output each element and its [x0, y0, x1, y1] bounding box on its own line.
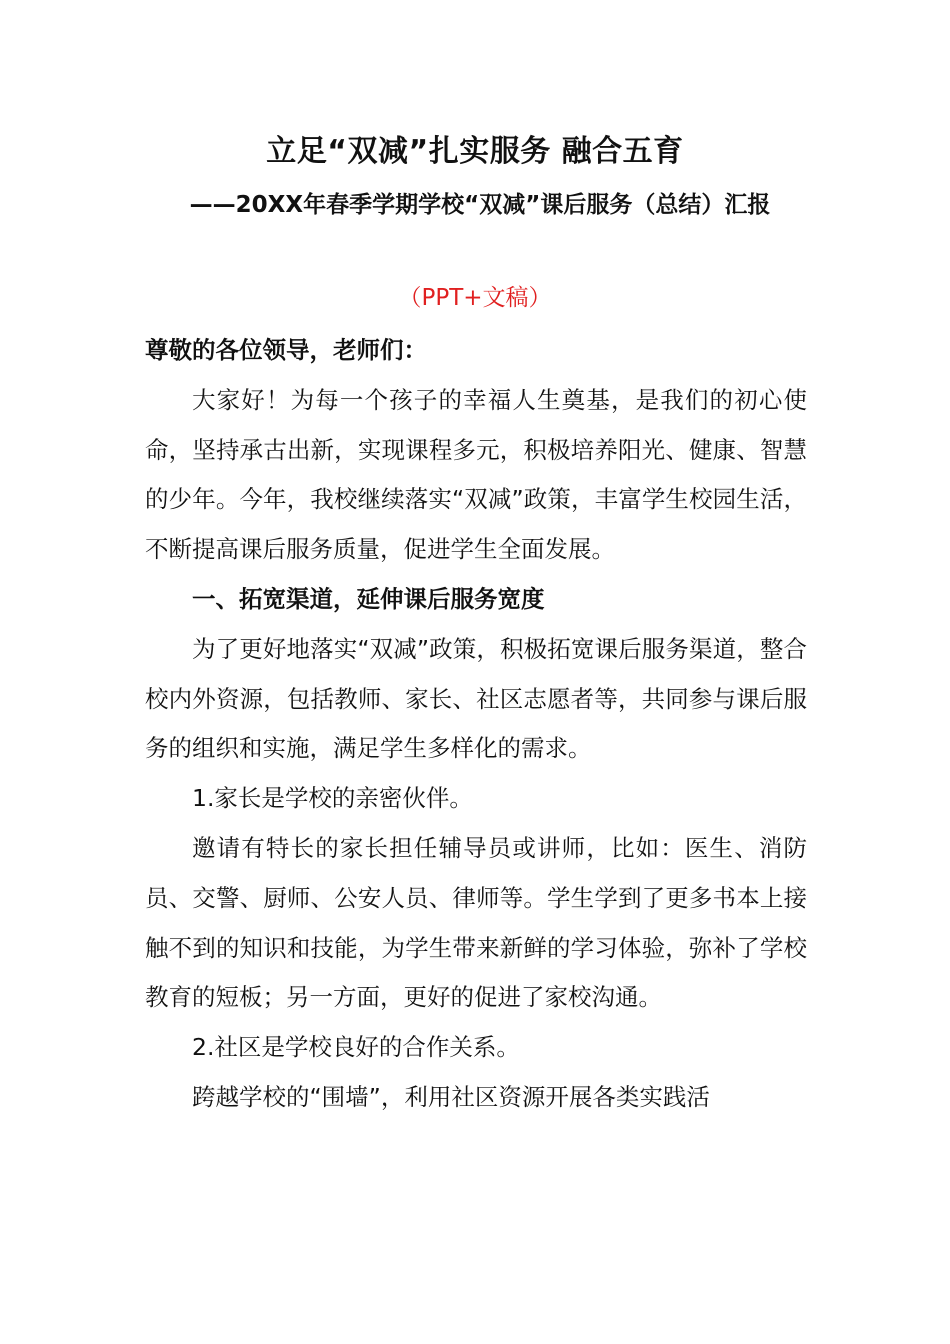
- paragraph-intro: 大家好！为每一个孩子的幸福人生奠基，是我们的初心使命，坚持承古出新，实现课程多元，积极培养阳光、健康、智慧的少年。今年，我校继续落实“双减”政策，丰富学生校园生活，不断提高课后服务质量，促进学生全面发展。: [145, 385, 807, 564]
- section-heading-1: 一、拓宽渠道，延伸课后服务宽度: [192, 584, 545, 613]
- subheading-parents: 1.家长是学校的亲密伙伴。: [192, 784, 473, 813]
- document-body: [145, 326, 807, 1123]
- paragraph-section-1: 为了更好地落实“双减”政策，积极拓宽课后服务渠道，整合校内外资源，包括教师、家长、社区志愿者等，共同参与课后服务的组织和实施，满足学生多样化的需求。: [145, 634, 807, 763]
- subheading-community: 2.社区是学校良好的合作关系。: [192, 1033, 520, 1062]
- paragraph-community: 跨越学校的“围墙”，利用社区资源开展各类实践活: [192, 1082, 710, 1111]
- paragraph-parents: 邀请有特长的家长担任辅导员或讲师，比如：医生、消防员、交警、厨师、公安人员、律师等。学生学到了更多书本上接触不到的知识和技能，为学生带来新鲜的学习体验，弥补了学校教育的短板；另一方面，更好的促进了家校沟通。: [145, 833, 807, 1012]
- document-title: 立足“双减”扎实服务 融合五育: [266, 134, 684, 169]
- format-note: （PPT+文稿）: [398, 285, 552, 311]
- document-subtitle: ——20XX年春季学期学校“双减”课后服务（总结）汇报: [189, 192, 771, 218]
- salutation: 尊敬的各位领导，老师们：: [145, 336, 427, 364]
